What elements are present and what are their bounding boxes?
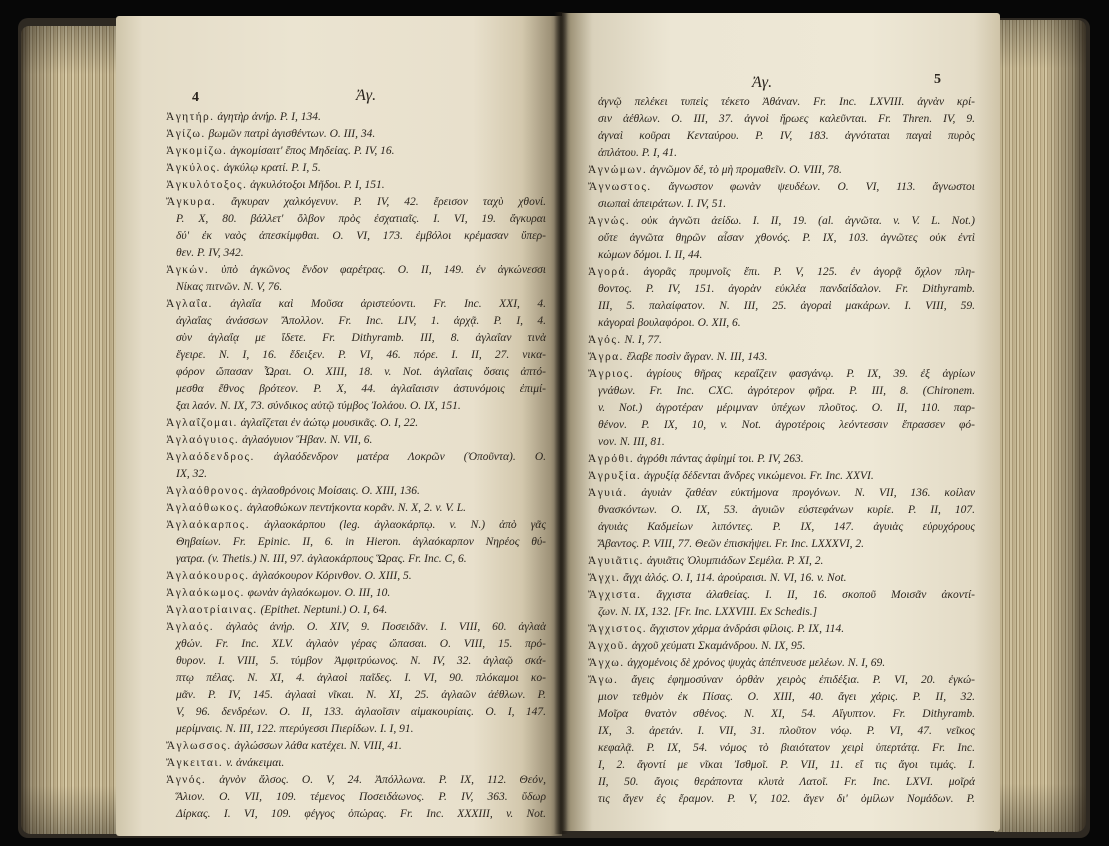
entry-continuation-line xyxy=(166,636,546,653)
line-text: IX, 3. ἀρετάν. I. VII, 31. πλοῦτον νόῳ. P. VI, 47. νεῖκος xyxy=(598,725,975,737)
line-text: τις ἄγεν ἐς ἔραμον. P. V, 102. ἄγεν δι' ὁμίλων Νομάδων. P. xyxy=(598,793,975,805)
entry-continuation-line xyxy=(588,145,975,162)
entry-continuation-line xyxy=(588,128,975,145)
entry-continuation-line xyxy=(166,347,546,364)
line-text: Ἄβαντος. P. VIII, 77. Θεῶν ἐπισκήψει. Fr. Inc. LXXXVI, 2. xyxy=(598,538,865,550)
entry-continuation-line xyxy=(588,689,975,706)
line-text: ἀγορᾶς πρυμνοῖς ἔπι. P. V, 125. ἐν ἀγορᾷ ὄχλον πλη- xyxy=(643,266,975,278)
entry-continuation-line xyxy=(588,434,975,451)
line-text: ἀγκυλότοξοι Μῆδοι. P. I, 151. xyxy=(250,179,385,191)
line-text: ἄγεις ἐφημοσύναν ὀρθὰν χειρὸς ἐπιδέξια. P. VI, 20. ἐγκώ- xyxy=(631,674,975,686)
headword: Ἄγνωστος. xyxy=(588,181,652,193)
entry-first-line xyxy=(166,262,546,279)
line-text: II, 50. ἄγοις θεράποντα κλυτὰ Λατοῖ. Fr. Inc. LXVI. μοῖρά xyxy=(598,776,975,788)
line-text: ἁγνῷ πελέκει τυπεὶς τέκετο Ἀθάναν. Fr. Inc. LXVIII. ἁγνὰν κρί- xyxy=(598,96,975,108)
line-text: ἁγναὶ κοῦραι Κενταύρου. P. IV, 183. ἁγνόταται παγαὶ πυρὸς xyxy=(598,130,975,142)
entry-first-line xyxy=(166,500,546,517)
entry-first-line xyxy=(166,585,546,602)
running-head: Ἀγ. xyxy=(356,87,377,104)
line-text: ἄγκυραν χαλκόγενυν. P. IV, 42. ἔρεισον ταχὺ χθονί. xyxy=(231,196,546,208)
entry-first-line xyxy=(588,179,975,196)
line-text: νον. N. III, 81. xyxy=(598,436,665,448)
entry-first-line xyxy=(588,468,975,485)
headword: Ἀγκομίζω. xyxy=(166,145,228,157)
headword: Ἀγός. xyxy=(588,334,622,346)
entry-first-line xyxy=(166,449,546,466)
line-text: P. X, 80. βάλλετ' ὄλβον πρὸς ἐσχατιαῖς. I. VI, 19. ἄγκυραι xyxy=(176,213,546,225)
line-text: ἀγκομίσαιτ' ἔπος Μηδείας. P. IV, 16. xyxy=(230,145,395,157)
line-text: ἀγλαΐας ἀνάσσων Ἄπολλον. Fr. Inc. LIV, 1. ἀρχᾷ. P. I, 4. xyxy=(176,315,546,327)
line-text: θυρον. I. VIII, 5. τύμβον Ἀμφιτρύωνος. N. IV, 32. ἀγλαῷ σκά- xyxy=(176,655,546,667)
entry-continuation-line xyxy=(166,381,546,398)
line-text: κώμων δόμοι. I. II, 44. xyxy=(598,249,703,261)
entry-continuation-line xyxy=(166,806,546,823)
headword: Ἀγκών. xyxy=(166,264,210,276)
headword: Ἄγλωσσος. xyxy=(166,740,232,752)
entry-first-line xyxy=(588,672,975,689)
line-text: ἀγχομένοις δὲ χρόνος ψυχὰς ἀπέπνευσε μελέων. N. I, 69. xyxy=(627,657,886,669)
line-text: ἄγνωστον φωνὰν ψευδέων. O. VI, 113. ἄγνωστοι xyxy=(668,181,975,193)
line-text: ἔλαβε ποσὶν ἄγραν. N. III, 143. xyxy=(626,351,768,363)
entry-continuation-line xyxy=(166,687,546,704)
headword: Ἀγρυξία. xyxy=(588,470,642,482)
entry-first-line xyxy=(166,109,546,126)
entry-continuation-line xyxy=(588,604,975,621)
page-number: 5 xyxy=(934,72,941,87)
line-text: N. I, 77. xyxy=(624,334,662,346)
line-text: γνάθων. Fr. Inc. CXC. ἀγρότερον φῆρα. P. III, 8. (Chironem. xyxy=(598,385,975,397)
line-text: IX, 32. xyxy=(176,468,207,480)
running-head: Ἀγ. xyxy=(752,74,773,91)
headword: Ἀγλαόκουρος. xyxy=(166,570,250,582)
line-text: Ἅλιον. O. VII, 109. τέμενος Ποσειδάωνος. P. IV, 363. ὕδωρ xyxy=(176,791,546,803)
entry-continuation-line xyxy=(588,94,975,111)
line-text: ὑπὸ ἀγκῶνος ἔνδον φαρέτρας. O. II, 149. ἐν ἀγκώνεσσι xyxy=(221,264,546,276)
right-page xyxy=(562,13,1000,831)
line-text: κεφαλᾷ. P. IX, 54. νόμος τὸ βιαιότατον χειρὶ ὑπερτάτᾳ. Fr. Inc. xyxy=(598,742,975,754)
line-text: V, 96. δενδρέων. O. II, 133. ἀγλαοῖσιν αἱμακουρίαις. O. I, 147. xyxy=(176,706,546,718)
headword: Ἀγρόθι. xyxy=(588,453,635,465)
page-number: 4 xyxy=(192,90,199,105)
entry-first-line xyxy=(588,349,975,366)
entry-first-line xyxy=(588,264,975,281)
line-text: Μοῖρα θνατὸν σθένος. N. XI, 54. Αἴγυπτον. Fr. Dithyramb. xyxy=(598,708,975,720)
line-text: οὔτε ἀγνῶτα θηρῶν αἶσαν χθονός. P. IX, 103. ἀγνῶτες οὐκ ἐντὶ xyxy=(598,232,975,244)
entry-continuation-line xyxy=(588,298,975,315)
line-text: ἄγχι ἁλός. O. I, 114. ἀρούραισι. N. VI, 16. v. Not. xyxy=(623,572,847,584)
headword: Ἀγλαόκαρπος. xyxy=(166,519,250,531)
entry-continuation-line xyxy=(166,653,546,670)
line-text: ἀγλαὸς ἀνήρ. O. XIV, 9. Ποσειδᾶν. I. VIII, 60. ἀγλαὰ xyxy=(225,621,546,633)
headword: Ἀγλαόγυιος. xyxy=(166,434,240,446)
entry-continuation-line xyxy=(166,245,546,262)
entry-first-line xyxy=(166,160,546,177)
entry-first-line xyxy=(166,296,546,313)
headword: Ἀγλαός. xyxy=(166,621,214,633)
entry-continuation-line xyxy=(588,723,975,740)
line-text: ζων. N. IX, 132. [Fr. Inc. LXXVIII. Ex Schedis.] xyxy=(598,606,818,618)
entry-continuation-line xyxy=(588,230,975,247)
line-text: ἀγνῶμον δέ, τὸ μὴ προμαθεῖν. O. VIII, 78. xyxy=(650,164,842,176)
entry-continuation-line xyxy=(588,774,975,791)
entry-continuation-line xyxy=(166,721,546,738)
entry-continuation-line xyxy=(588,502,975,519)
entry-first-line xyxy=(166,143,546,160)
headword: Ἄγχιστος. xyxy=(588,623,647,635)
entry-first-line xyxy=(166,415,546,432)
entry-continuation-line xyxy=(166,330,546,347)
entry-first-line xyxy=(166,126,546,143)
entry-continuation-line xyxy=(166,211,546,228)
entry-first-line xyxy=(166,738,546,755)
line-text: ξαι λαόν. N. IX, 73. σύνδικος αὐτῷ τύμβος Ἰολάου. O. IX, 151. xyxy=(176,400,461,412)
entry-continuation-line xyxy=(588,383,975,400)
entry-first-line xyxy=(588,366,975,383)
line-text: ἀπλάτου. P. I, 41. xyxy=(598,147,677,159)
entry-continuation-line xyxy=(166,670,546,687)
entry-first-line xyxy=(166,602,546,619)
entry-continuation-line xyxy=(588,247,975,264)
line-text: ἀγλαόκουρον Κόρινθον. O. XIII, 5. xyxy=(252,570,412,582)
line-text: μερίμναις. N. III, 122. πτερύγεσσι Πιερίδων. I. I, 91. xyxy=(176,723,414,735)
line-text: ἀγχοῦ χεύματι Σκαμάνδρου. N. IX, 95. xyxy=(631,640,806,652)
line-text: ἀγρυξίᾳ δέδενται ἄνδρες νικώμενοι. Fr. Inc. XXVI. xyxy=(644,470,874,482)
entry-first-line xyxy=(588,655,975,672)
entry-first-line xyxy=(588,162,975,179)
headword: Ἄγχι. xyxy=(588,572,621,584)
entry-first-line xyxy=(166,619,546,636)
line-text: Δίρκας. I. VI, 109. φέγγος ὀπώρας. Fr. Inc. XXXIII, v. Not. xyxy=(176,808,546,820)
headword: Ἀγυιᾶτις. xyxy=(588,555,644,567)
line-text: δύ' ἐκ ναὸς ἀπεσκίμφθαι. O. VI, 173. ἐμβόλοι κρέμασαν ὕπερ- xyxy=(176,230,546,242)
entry-continuation-line xyxy=(166,789,546,806)
entry-first-line xyxy=(166,772,546,789)
entry-continuation-line xyxy=(166,313,546,330)
headword: Ἀγυιά. xyxy=(588,487,628,499)
entry-first-line xyxy=(588,638,975,655)
headword: Ἀγλαόδενδρος. xyxy=(166,451,255,463)
right-text-column xyxy=(588,94,975,808)
headword: Ἀγχοῦ. xyxy=(588,640,629,652)
entry-first-line xyxy=(588,570,975,587)
headword: Ἄγρα. xyxy=(588,351,624,363)
line-text: ἀγητὴρ ἀνήρ. P. I, 134. xyxy=(217,111,321,123)
line-text: ἁγνὸν ἄλσος. O. V, 24. Ἀπόλλωνα. P. IX, 112. Θεόν, xyxy=(219,774,546,786)
line-text: ἀγλαοθώκων πεντήκοντα κορᾶν. N. X, 2. v. V. L. xyxy=(246,502,466,514)
line-text: ἀγλαΐα καὶ Μοῦσα ἀριστεύοντι. Fr. Inc. XXI, 4. xyxy=(230,298,546,310)
line-text: θοντος. P. IV, 151. ἀγορὰν εὐκλέα πανδαίδαλον. Fr. Dithyramb. xyxy=(598,283,975,295)
line-text: v. ἀνάκειμαι. xyxy=(226,757,285,769)
line-text: σιωπαὶ ἀπειράτων. I. IV, 51. xyxy=(598,198,727,210)
entry-first-line xyxy=(588,587,975,604)
entry-first-line xyxy=(588,553,975,570)
entry-continuation-line xyxy=(588,519,975,536)
entry-continuation-line xyxy=(588,400,975,417)
entry-continuation-line xyxy=(588,740,975,757)
entry-continuation-line xyxy=(588,281,975,298)
entry-continuation-line xyxy=(588,536,975,553)
entry-continuation-line xyxy=(588,417,975,434)
entry-first-line xyxy=(166,755,546,772)
line-text: ἀγλαοκάρπου (leg. ἀγλαοκάρπῳ. v. N.) ἀπὸ γᾶς xyxy=(264,519,546,531)
line-text: ἀγλαΐζεται ἐν ἀώτῳ μουσικᾶς. O. I, 22. xyxy=(240,417,419,429)
line-text: ἀγλαόγυιον Ἥβαν. N. VII, 6. xyxy=(242,434,373,446)
headword: Ἀγλαόκωμος. xyxy=(166,587,245,599)
line-text: ἀγλαοθρόνοις Μοίσαις. O. XIII, 136. xyxy=(251,485,420,497)
entry-continuation-line xyxy=(588,791,975,808)
entry-continuation-line xyxy=(588,757,975,774)
line-text: γατρα. (v. Thetis.) N. III, 97. ἀγλαοκάρπους Ὥρας. Fr. Inc. C, 6. xyxy=(176,553,467,565)
entry-first-line xyxy=(588,451,975,468)
entry-continuation-line xyxy=(166,364,546,381)
entry-continuation-line xyxy=(166,534,546,551)
line-text: χθών. Fr. Inc. XLV. ἀγλαὸν γέρας ὤπασαι. O. VIII, 15. πρό- xyxy=(176,638,546,650)
line-text: κἀγοραὶ βουλαφόροι. O. XII, 6. xyxy=(598,317,741,329)
entry-first-line xyxy=(588,485,975,502)
headword: Ἄγχιστα. xyxy=(588,589,642,601)
line-text: v. Not.) ἀγροτέραν μέριμναν ὑπέχων πλοῦτος. O. II, 110. παρ- xyxy=(598,402,975,414)
line-text: φόρον ὤπασαν Ὧραι. O. XIII, 18. v. Not. ἀγλαΐαις ὅσαις ἁπτό- xyxy=(176,366,546,378)
entry-continuation-line xyxy=(166,551,546,568)
headword: Ἀγλαοτρίαινας. xyxy=(166,604,258,616)
entry-continuation-line xyxy=(166,228,546,245)
line-text: θεν. P. IV, 342. xyxy=(176,247,244,259)
line-text: μᾶν. P. IV, 145. ἀγλααὶ νῖκαι. N. XI, 25. ἀγλαῶν ἀέθλων. P. xyxy=(176,689,546,701)
line-text: θνασκόντων. O. IX, 53. ἀγυιῶν εὐστεφάνων κυρίε. P. II, 107. xyxy=(598,504,975,516)
gutter-shadow xyxy=(554,12,568,834)
entry-first-line xyxy=(166,432,546,449)
line-text: I, 2. ἄγοντί με νῖκαι Ἰσθμοῖ. P. VII, 11. εἴ τις ἄγοι τιμάς. I. xyxy=(598,759,975,771)
headword: Ἄγω. xyxy=(588,674,619,686)
line-text: ἀγυιὰς Καδμείων λιπόντες. P. IX, 147. ἀγυιὰς εὐρυχόρους xyxy=(598,521,975,533)
entry-continuation-line xyxy=(166,704,546,721)
line-text: μεσθα ἔθνος βρότεον. P. X, 44. ἀγλαΐαισιν ἀστυνόμοις ἐπιμί- xyxy=(176,383,546,395)
line-text: πτῳ πέλας. N. XI, 4. ἀγλαοὶ παῖδες. I. VI, 90. πλόκαμοι κο- xyxy=(176,672,546,684)
line-text: θένον. P. IX, 10, v. Not. ἀγροτέροις λεόντεσσιν ἔπρασσεν φό- xyxy=(598,419,975,431)
headword: Ἁγνός. xyxy=(166,774,207,786)
line-text: ἀγκύλῳ κρατί. P. I, 5. xyxy=(223,162,321,174)
headword: Ἄγχω. xyxy=(588,657,625,669)
entry-first-line xyxy=(588,332,975,349)
left-page xyxy=(116,16,562,836)
headword: Ἀγλαΐζομαι. xyxy=(166,417,238,429)
line-text: μιον τεθμὸν ἐκ Πίσας. O. XIII, 40. ἄγει χάρις. P. II, 32. xyxy=(598,691,975,703)
line-text: Νίκας πιτνῶν. N. V, 76. xyxy=(176,281,283,293)
entry-continuation-line xyxy=(166,279,546,296)
entry-continuation-line xyxy=(588,111,975,128)
line-text: ἀγυιᾶτις Ὀλυμπιάδων Σεμέλα. P. XI, 2. xyxy=(646,555,824,567)
headword: Ἀγλαόθρονος. xyxy=(166,485,249,497)
headword: Ἄγκυρα. xyxy=(166,196,217,208)
entry-first-line xyxy=(588,213,975,230)
headword: Ἁγίζω. xyxy=(166,128,206,140)
right-page-edges xyxy=(994,20,1086,832)
line-text: ἀγλώσσων λάθα κατέχει. N. VIII, 41. xyxy=(234,740,402,752)
headword: Ἄγκειται. xyxy=(166,757,224,769)
headword: Ἀγλαόθωκος. xyxy=(166,502,244,514)
headword: Ἀγλαΐα. xyxy=(166,298,213,310)
line-text: σὺν ἀγλαΐᾳ με ἴδετε. Fr. Dithyramb. III, 8. ἀγλαΐαν τινὰ xyxy=(176,332,546,344)
line-text: φωνὰν ἀγλαόκωμον. O. III, 10. xyxy=(247,587,391,599)
entry-continuation-line xyxy=(588,196,975,213)
line-text: ἔγειρε. N. I, 16. ἔδειξεν. P. VI, 46. πόρε. I. II, 27. νικα- xyxy=(176,349,546,361)
line-text: οὐκ ἀγνῶτι ἀείδω. I. II, 19. (al. ἀγνῶτα. v. V. L. Not.) xyxy=(641,215,975,227)
line-text: ἄγχιστα ἀλαθείας. I. II, 16. σκοποῦ Μοισᾶν ἀκοντί- xyxy=(656,589,975,601)
headword: Ἀγητήρ. xyxy=(166,111,215,123)
entry-first-line xyxy=(166,517,546,534)
line-text: ἀγρόθι πάντας ἀφίημί τοι. P. IV, 263. xyxy=(637,453,804,465)
entry-first-line xyxy=(166,483,546,500)
entry-first-line xyxy=(166,194,546,211)
line-text: ἄγχιστον χάρμα ἀνδράσι φίλοις. P. IX, 114. xyxy=(649,623,845,635)
entry-continuation-line xyxy=(588,706,975,723)
headword: Ἀγορά. xyxy=(588,266,631,278)
headword: Ἀγκύλος. xyxy=(166,162,221,174)
line-text: βωμῶν πατρὶ ἁγισθέντων. O. III, 34. xyxy=(208,128,376,140)
entry-first-line xyxy=(588,621,975,638)
left-page-edges xyxy=(21,26,125,834)
entry-first-line xyxy=(166,568,546,585)
entry-first-line xyxy=(166,177,546,194)
line-text: III, 5. παλαίφατον. N. III, 25. ἀγοραὶ μακάρων. I. VIII, 59. xyxy=(598,300,975,312)
entry-continuation-line xyxy=(166,398,546,415)
entry-continuation-line xyxy=(588,315,975,332)
left-text-column xyxy=(166,109,546,823)
line-text: (Epithet. Neptuni.) O. I, 64. xyxy=(260,604,388,616)
headword: Ἀγνώμων. xyxy=(588,164,648,176)
headword: Ἀγνώς. xyxy=(588,215,630,227)
line-text: ἀγλαόδενδρον ματέρα Λοκρῶν (Ὀποῦντα). O. xyxy=(273,451,546,463)
line-text: σιν ἀέθλων. O. III, 37. ἁγνοὶ ἥρωες καλεῦνται. Fr. Thren. IV, 9. xyxy=(598,113,975,125)
line-text: ἀγυιὰν ζαθέαν εὐκτήμονα προγόνων. N. VII, 136. κοίλαν xyxy=(641,487,975,499)
headword: Ἄγριος. xyxy=(588,368,634,380)
headword: Ἀγκυλότοξος. xyxy=(166,179,248,191)
line-text: Θηβαίων. Fr. Epinic. II, 6. in Hieron. ἀγλαόκαρπον Νηρέος θύ- xyxy=(176,536,546,548)
line-text: ἀγρίους θῆρας κεραΐζειν φασγάνῳ. P. IX, 39. ἐξ ἀγρίων xyxy=(646,368,975,380)
entry-continuation-line xyxy=(166,466,546,483)
